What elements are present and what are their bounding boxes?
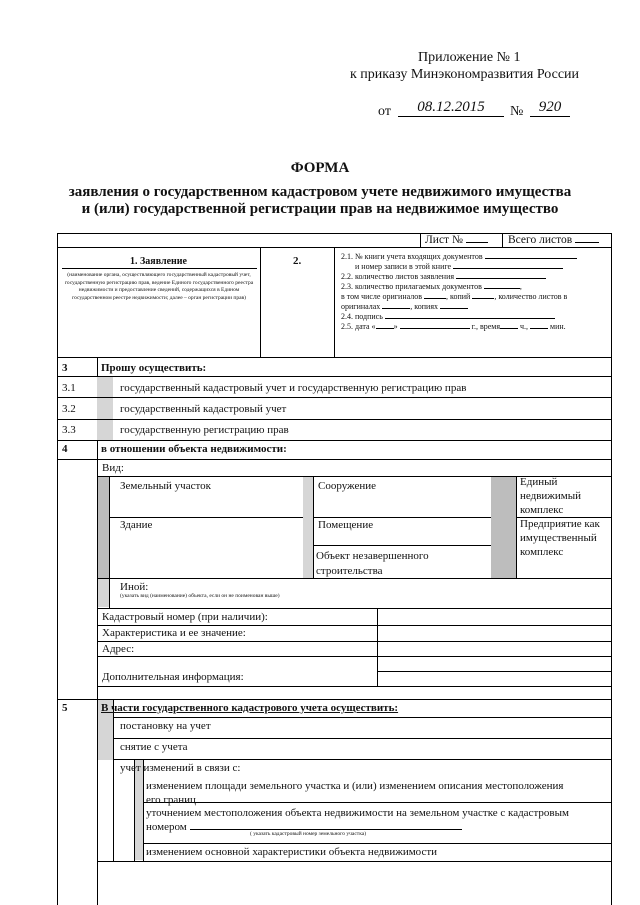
item-3-1-number: 3.1 [62, 382, 76, 394]
section1-title: 1. Заявление [130, 256, 187, 267]
option-change-location[interactable]: уточнением местоположения объекта недвижимости на земельном участке с кадастровым номером [146, 807, 569, 833]
checkbox-3-3[interactable] [97, 420, 113, 440]
form-subtitle-line1: заявления о государственном кадастровом учете недвижимого имущества [68, 184, 572, 200]
checkbox-3-1[interactable] [97, 377, 113, 397]
section3-title: Прошу осуществить: [101, 362, 207, 374]
option-change-area[interactable]: изменением площади земельного участка и (или) изменением описания местоположения его границ [146, 780, 564, 806]
section2-number: 2. [293, 255, 302, 267]
option-room[interactable]: Помещение [318, 519, 374, 531]
option-single-complex[interactable]: Единый недвижимый комплекс [520, 476, 582, 516]
section4-title: в отношении объекта недвижимости: [101, 443, 287, 455]
option-changes[interactable]: учет изменений в связи с: [120, 762, 241, 774]
section2-fields: 2.1. № книги учета входящих документов и номер записи в этой книге 2.2. количество листов заявления 2.3. количество прилагаемых документов , в том числе оригиналов , копий , количество листов в оригиналах , копиях 2.4. подпись 2.5. дата « » г., время ч., мин. [341, 252, 611, 332]
additional-info-label: Дополнительная информация: [102, 671, 244, 683]
option-unfinished-construction[interactable]: Объект незавершенного строительства [316, 550, 429, 577]
checkbox-structure-room[interactable] [303, 477, 313, 578]
cadastral-number-label: Кадастровый номер (при наличии): [102, 611, 268, 623]
option-other[interactable]: Иной: [120, 581, 149, 593]
option-deregistration[interactable]: снятие с учета [120, 741, 188, 753]
sheet-number-label: Лист № [425, 234, 488, 246]
option-structure[interactable]: Сооружение [318, 480, 377, 492]
section5-title: В части государственного кадастрового учета осуществить: [101, 702, 399, 714]
appendix-label: Приложение № 1 [418, 50, 521, 65]
checkbox-other[interactable] [98, 579, 109, 607]
cadastral-hint: ( указать кадастровый номер земельного участка) [250, 831, 367, 837]
item-3-1-text[interactable]: государственный кадастровый учет и государственную регистрацию прав [120, 382, 467, 394]
section1-description: (наименование органа, осуществляющего государственный кадастровый учет, государственную регистрацию прав, ведение Единого государственного реестра недвижимости и предоставление сведений, содержащихся в Едином государственном реестре недвижимости; далее – орган регистрации прав) [64, 272, 254, 301]
item-3-2-number: 3.2 [62, 403, 76, 415]
option-other-hint: (указать вид (наименование) объекта, если он не поименован выше) [120, 593, 280, 599]
order-date-handwritten: 08.12.2015 [398, 99, 504, 117]
section4-number: 4 [62, 443, 68, 455]
option-change-characteristic[interactable]: изменением основной характеристики объекта недвижимости [146, 846, 438, 858]
section3-number: 3 [62, 362, 68, 374]
checkbox-3-2[interactable] [97, 398, 113, 419]
checkbox-land-building[interactable] [98, 477, 109, 578]
date-from-label: от [378, 104, 391, 119]
option-land-plot[interactable]: Земельный участок [120, 480, 211, 492]
option-registration[interactable]: постановку на учет [120, 720, 211, 732]
checkbox-complex-enterprise[interactable] [491, 477, 516, 578]
order-label: к приказу Минэкономразвития России [350, 67, 580, 82]
total-sheets-label: Всего листов [508, 234, 599, 246]
address-label: Адрес: [102, 643, 135, 655]
option-enterprise[interactable]: Предприятие как имущественный комплекс [520, 518, 600, 558]
item-3-2-text[interactable]: государственный кадастровый учет [120, 403, 287, 415]
item-3-3-number: 3.3 [62, 424, 76, 436]
form-title: ФОРМА [290, 160, 350, 176]
item-3-3-text[interactable]: государственную регистрацию прав [120, 424, 289, 436]
checkbox-section5-sub[interactable] [135, 760, 143, 860]
object-kind-label: Вид: [102, 462, 124, 474]
order-number-label: № [510, 104, 524, 119]
section5-number: 5 [62, 702, 68, 714]
option-building[interactable]: Здание [120, 519, 153, 531]
characteristic-label: Характеристика и ее значение: [102, 627, 246, 639]
form-subtitle-line2: и (или) государственной регистрации прав на недвижимое имущество [81, 201, 559, 217]
order-number-handwritten: 920 [530, 99, 570, 117]
